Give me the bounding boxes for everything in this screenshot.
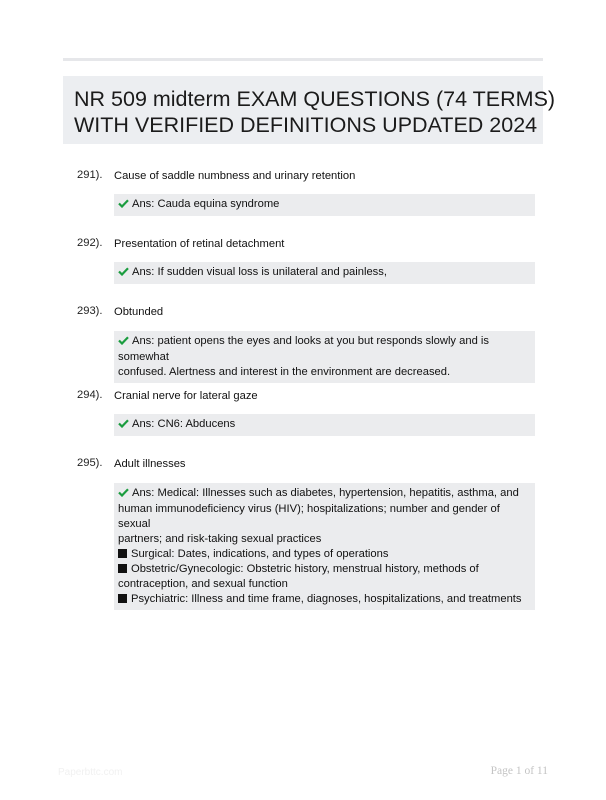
answer-line: contraception, and sexual function [118,578,288,590]
answer-text: Obstetric/Gynecologic: Obstetric history, menstrual history, methods of [131,563,479,575]
answer-text: Ans: Cauda equina syndrome [132,198,280,210]
answer-text: Ans: Medical: Illnesses such as diabetes, hypertension, hepatitis, asthma, and [132,487,519,499]
question-number: 295). [77,457,103,469]
answer-line: partners; and risk-taking sexual practices [118,533,322,545]
answer-text: Surgical: Dates, indications, and types of operations [131,548,389,560]
check-icon [118,418,129,433]
answer-box [114,194,535,216]
square-bullet-icon [118,594,127,603]
document-title [63,76,556,144]
page-number: Page 1 of 11 [490,765,548,777]
answer-box [114,262,535,284]
answer-box [114,414,535,436]
answer-line [118,547,529,562]
answer-line [118,562,529,577]
answer-box [114,331,535,383]
answer-line: human immunodeficiency virus (HIV); hospitalizations; number and gender of sexual [118,503,500,530]
check-icon [118,487,129,502]
answer-line: confused. Alertness and interest in the environment are decreased. [118,366,451,378]
square-bullet-icon [118,549,127,558]
answer-line [118,334,529,365]
check-icon [118,266,129,281]
question-number: 294). [77,389,103,401]
top-divider [63,58,543,61]
answer-line [118,592,529,607]
answer-text: Psychiatric: Illness and time frame, diagnoses, hospitalizations, and treatments [131,593,522,605]
answer-text: Ans: patient opens the eyes and looks at you but responds slowly and is somewhat [118,335,489,363]
question-number: 291). [77,169,103,181]
title-line-2: WITH VERIFIED DEFINITIONS UPDATED 2024 [74,113,538,137]
answer-box [114,483,535,610]
answer-text: Ans: CN6: Abducens [132,418,236,430]
question-text: Adult illnesses [114,458,186,470]
answer-line [118,486,529,502]
question-number: 293). [77,305,103,317]
question-text: Obtunded [114,306,164,318]
check-icon [118,335,129,350]
check-icon [118,198,129,213]
question-text: Presentation of retinal detachment [114,238,285,250]
question-number: 292). [77,237,103,249]
square-bullet-icon [118,564,127,573]
question-text: Cause of saddle numbness and urinary retention [114,170,356,182]
answer-text: Ans: If sudden visual loss is unilateral and painless, [132,266,387,278]
footer-watermark: Paperbttc.com [58,767,123,778]
title-line-1: NR 509 midterm EXAM QUESTIONS (74 TERMS) [74,87,556,111]
question-text: Cranial nerve for lateral gaze [114,390,258,402]
